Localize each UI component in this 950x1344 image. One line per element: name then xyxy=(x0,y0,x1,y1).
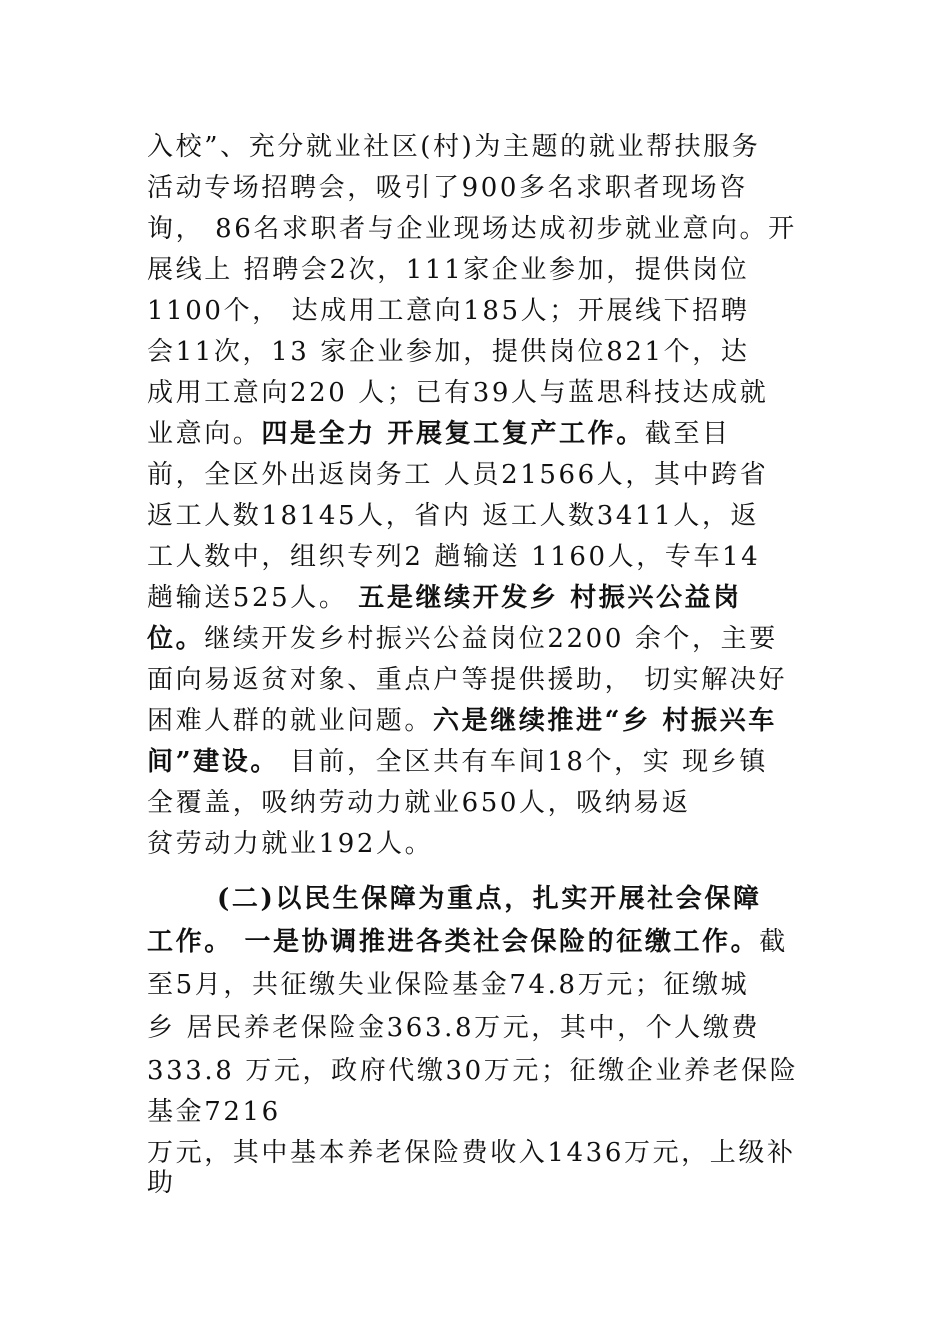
text-line: 会11次，13 家企业参加，提供岗位821个，达 xyxy=(147,337,750,367)
text-line: 成用工意向220 人；已有39人与蓝思科技达成就 xyxy=(147,378,769,408)
bold-heading: 工作。 一是协调推进各类社会保险的征缴工作。 xyxy=(147,927,760,957)
text-line: 全覆盖，吸纳劳动力就业650人，吸纳易返 xyxy=(147,788,691,818)
bold-heading: 六是继续推进“乡 村振兴车 xyxy=(433,706,777,736)
text-line: 业意向。四是全力 开展复工复产工作。截至目 xyxy=(147,419,731,449)
text-line: 活动专场招聘会，吸引了900多名求职者现场咨 xyxy=(147,173,748,203)
text-line: 位。继续开发乡村振兴公益岗位2200 余个，主要 xyxy=(147,624,778,654)
text-line: 返工人数18145人，省内 返工人数3411人，返 xyxy=(147,501,760,531)
bold-heading: 间”建设。 xyxy=(147,747,279,777)
text-line: 间”建设。 目前，全区共有车间18个，实 现乡镇 xyxy=(147,747,768,777)
bold-heading: 五是继续开发乡 村振兴公益岗 xyxy=(358,583,742,613)
text-line: 至5月，共征缴失业保险基金74.8万元；征缴城 xyxy=(147,970,750,1000)
text-line: 趟输送525人。 五是继续开发乡 村振兴公益岗 xyxy=(147,583,742,613)
text-line: 前，全区外出返岗务工 人员21566人，其中跨省 xyxy=(147,460,769,490)
text-line: 基金7216 xyxy=(147,1097,281,1127)
text-line: 工作。 一是协调推进各类社会保险的征缴工作。截 xyxy=(147,927,788,957)
text-line: 困难人群的就业问题。六是继续推进“乡 村振兴车 xyxy=(147,706,777,736)
text-line: 询， 86名求职者与企业现场达成初步就业意向。开 xyxy=(147,214,797,244)
section-heading: (二)以民生保障为重点，扎实开展社会保障 xyxy=(217,884,762,914)
text-line: 乡 居民养老保险金363.8万元，其中，个人缴费 xyxy=(147,1013,761,1043)
bold-heading: 四是全力 开展复工复产工作。 xyxy=(261,419,645,449)
text-line: 助 xyxy=(147,1168,176,1198)
text-line: 工人数中，组织专列2 趟输送 1160人，专车14 xyxy=(147,542,761,572)
text-line: 万元，其中基本养老保险费收入1436万元，上级补 xyxy=(147,1138,796,1168)
text-line: 入校”、充分就业社区(村)为主题的就业帮扶服务 xyxy=(147,132,761,162)
text-line: 面向易返贫对象、重点户等提供援助， 切实解决好 xyxy=(147,665,788,695)
text-line: 1100个， 达成用工意向185人；开展线下招聘 xyxy=(147,296,750,326)
text-line: 贫劳动力就业192人。 xyxy=(147,829,434,859)
text-line: 333.8 万元，政府代缴30万元；征缴企业养老保险 xyxy=(147,1056,799,1086)
text-line: 展线上 招聘会2次，111家企业参加，提供岗位 xyxy=(147,255,750,285)
bold-heading: 位。 xyxy=(147,624,205,654)
